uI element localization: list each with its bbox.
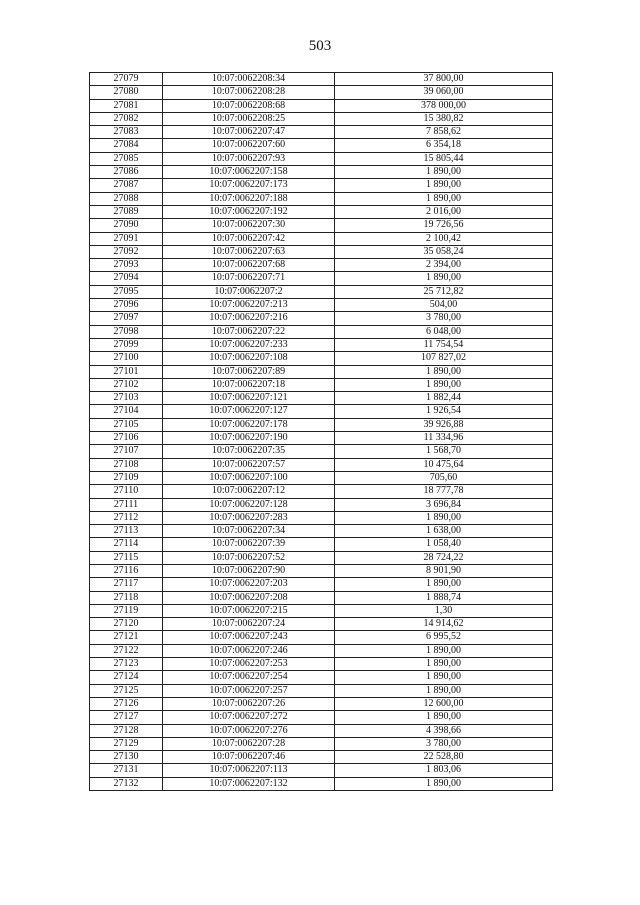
row-number-cell: 27079 bbox=[90, 73, 163, 86]
table-row bbox=[90, 751, 553, 764]
row-number-cell: 27081 bbox=[90, 99, 163, 112]
amount-cell: 1 890,00 bbox=[335, 671, 553, 684]
cadastral-number-cell: 10:07:0062208:28 bbox=[163, 86, 335, 99]
row-number-cell: 27132 bbox=[90, 777, 163, 790]
table-row bbox=[90, 232, 553, 245]
table-row bbox=[90, 764, 553, 777]
row-number-cell: 27121 bbox=[90, 631, 163, 644]
amount-cell: 1,30 bbox=[335, 604, 553, 617]
row-number-cell: 27089 bbox=[90, 205, 163, 218]
row-number-cell: 27119 bbox=[90, 604, 163, 617]
table-row bbox=[90, 432, 553, 445]
amount-cell: 6 995,52 bbox=[335, 631, 553, 644]
table-row bbox=[90, 737, 553, 750]
row-number-cell: 27115 bbox=[90, 551, 163, 564]
table-body bbox=[90, 73, 553, 791]
table-row bbox=[90, 485, 553, 498]
amount-cell: 107 827,02 bbox=[335, 352, 553, 365]
amount-cell: 11 754,54 bbox=[335, 338, 553, 351]
row-number-cell: 27130 bbox=[90, 751, 163, 764]
table-row bbox=[90, 697, 553, 710]
registry-table bbox=[89, 72, 553, 791]
amount-cell: 1 890,00 bbox=[335, 365, 553, 378]
table-row bbox=[90, 777, 553, 790]
row-number-cell: 27117 bbox=[90, 578, 163, 591]
row-number-cell: 27109 bbox=[90, 471, 163, 484]
cadastral-number-cell: 10:07:0062207:121 bbox=[163, 392, 335, 405]
row-number-cell: 27091 bbox=[90, 232, 163, 245]
cadastral-number-cell: 10:07:0062207:272 bbox=[163, 711, 335, 724]
row-number-cell: 27085 bbox=[90, 152, 163, 165]
amount-cell: 1 890,00 bbox=[335, 658, 553, 671]
row-number-cell: 27098 bbox=[90, 325, 163, 338]
table-row bbox=[90, 578, 553, 591]
cadastral-number-cell: 10:07:0062208:25 bbox=[163, 112, 335, 125]
cadastral-number-cell: 10:07:0062207:68 bbox=[163, 259, 335, 272]
cadastral-number-cell: 10:07:0062207:26 bbox=[163, 697, 335, 710]
table-row bbox=[90, 86, 553, 99]
cadastral-number-cell: 10:07:0062208:34 bbox=[163, 73, 335, 86]
cadastral-number-cell: 10:07:0062207:188 bbox=[163, 192, 335, 205]
table-row bbox=[90, 618, 553, 631]
amount-cell: 504,00 bbox=[335, 299, 553, 312]
cadastral-number-cell: 10:07:0062207:213 bbox=[163, 299, 335, 312]
table-row bbox=[90, 166, 553, 179]
cadastral-number-cell: 10:07:0062207:30 bbox=[163, 219, 335, 232]
amount-cell: 705,60 bbox=[335, 471, 553, 484]
table-row bbox=[90, 192, 553, 205]
amount-cell: 1 568,70 bbox=[335, 445, 553, 458]
row-number-cell: 27112 bbox=[90, 511, 163, 524]
row-number-cell: 27111 bbox=[90, 498, 163, 511]
amount-cell: 2 016,00 bbox=[335, 205, 553, 218]
cadastral-number-cell: 10:07:0062207:90 bbox=[163, 564, 335, 577]
cadastral-number-cell: 10:07:0062207:89 bbox=[163, 365, 335, 378]
amount-cell: 1 058,40 bbox=[335, 538, 553, 551]
cadastral-number-cell: 10:07:0062207:46 bbox=[163, 751, 335, 764]
row-number-cell: 27105 bbox=[90, 418, 163, 431]
cadastral-number-cell: 10:07:0062207:253 bbox=[163, 658, 335, 671]
cadastral-number-cell: 10:07:0062207:283 bbox=[163, 511, 335, 524]
cadastral-number-cell: 10:07:0062207:12 bbox=[163, 485, 335, 498]
amount-cell: 1 882,44 bbox=[335, 392, 553, 405]
cadastral-number-cell: 10:07:0062207:254 bbox=[163, 671, 335, 684]
cadastral-number-cell: 10:07:0062207:246 bbox=[163, 644, 335, 657]
table-row bbox=[90, 724, 553, 737]
table-row bbox=[90, 378, 553, 391]
table-row bbox=[90, 312, 553, 325]
amount-cell: 1 890,00 bbox=[335, 684, 553, 697]
row-number-cell: 27097 bbox=[90, 312, 163, 325]
cadastral-number-cell: 10:07:0062207:42 bbox=[163, 232, 335, 245]
row-number-cell: 27092 bbox=[90, 245, 163, 258]
amount-cell: 3 696,84 bbox=[335, 498, 553, 511]
row-number-cell: 27107 bbox=[90, 445, 163, 458]
row-number-cell: 27095 bbox=[90, 285, 163, 298]
amount-cell: 6 048,00 bbox=[335, 325, 553, 338]
cadastral-number-cell: 10:07:0062207:208 bbox=[163, 591, 335, 604]
amount-cell: 12 600,00 bbox=[335, 697, 553, 710]
cadastral-number-cell: 10:07:0062207:192 bbox=[163, 205, 335, 218]
table-row bbox=[90, 671, 553, 684]
cadastral-number-cell: 10:07:0062207:100 bbox=[163, 471, 335, 484]
table-row bbox=[90, 418, 553, 431]
table-row bbox=[90, 405, 553, 418]
amount-cell: 3 780,00 bbox=[335, 312, 553, 325]
amount-cell: 1 890,00 bbox=[335, 644, 553, 657]
row-number-cell: 27113 bbox=[90, 525, 163, 538]
amount-cell: 28 724,22 bbox=[335, 551, 553, 564]
table-row bbox=[90, 99, 553, 112]
amount-cell: 1 638,00 bbox=[335, 525, 553, 538]
table-row bbox=[90, 604, 553, 617]
cadastral-number-cell: 10:07:0062207:215 bbox=[163, 604, 335, 617]
row-number-cell: 27127 bbox=[90, 711, 163, 724]
amount-cell: 14 914,62 bbox=[335, 618, 553, 631]
cadastral-number-cell: 10:07:0062207:57 bbox=[163, 458, 335, 471]
table-row bbox=[90, 152, 553, 165]
row-number-cell: 27086 bbox=[90, 166, 163, 179]
amount-cell: 1 803,06 bbox=[335, 764, 553, 777]
table-row bbox=[90, 564, 553, 577]
cadastral-number-cell: 10:07:0062207:216 bbox=[163, 312, 335, 325]
table-row bbox=[90, 245, 553, 258]
row-number-cell: 27101 bbox=[90, 365, 163, 378]
amount-cell: 18 777,78 bbox=[335, 485, 553, 498]
table-row bbox=[90, 365, 553, 378]
table-row bbox=[90, 338, 553, 351]
table-row bbox=[90, 272, 553, 285]
cadastral-number-cell: 10:07:0062207:71 bbox=[163, 272, 335, 285]
amount-cell: 1 890,00 bbox=[335, 179, 553, 192]
amount-cell: 19 726,56 bbox=[335, 219, 553, 232]
row-number-cell: 27088 bbox=[90, 192, 163, 205]
table-row bbox=[90, 658, 553, 671]
row-number-cell: 27080 bbox=[90, 86, 163, 99]
amount-cell: 378 000,00 bbox=[335, 99, 553, 112]
cadastral-number-cell: 10:07:0062207:52 bbox=[163, 551, 335, 564]
table-row bbox=[90, 126, 553, 139]
table-row bbox=[90, 591, 553, 604]
row-number-cell: 27099 bbox=[90, 338, 163, 351]
cadastral-number-cell: 10:07:0062207:24 bbox=[163, 618, 335, 631]
cadastral-number-cell: 10:07:0062207:257 bbox=[163, 684, 335, 697]
row-number-cell: 27082 bbox=[90, 112, 163, 125]
amount-cell: 1 890,00 bbox=[335, 578, 553, 591]
table-row bbox=[90, 205, 553, 218]
cadastral-number-cell: 10:07:0062207:243 bbox=[163, 631, 335, 644]
row-number-cell: 27102 bbox=[90, 378, 163, 391]
row-number-cell: 27094 bbox=[90, 272, 163, 285]
table-row bbox=[90, 112, 553, 125]
row-number-cell: 27096 bbox=[90, 299, 163, 312]
row-number-cell: 27104 bbox=[90, 405, 163, 418]
amount-cell: 1 890,00 bbox=[335, 777, 553, 790]
amount-cell: 6 354,18 bbox=[335, 139, 553, 152]
cadastral-number-cell: 10:07:0062207:233 bbox=[163, 338, 335, 351]
table-row bbox=[90, 631, 553, 644]
table-row bbox=[90, 458, 553, 471]
row-number-cell: 27124 bbox=[90, 671, 163, 684]
amount-cell: 1 890,00 bbox=[335, 166, 553, 179]
table-row bbox=[90, 644, 553, 657]
cadastral-number-cell: 10:07:0062207:60 bbox=[163, 139, 335, 152]
cadastral-number-cell: 10:07:0062207:28 bbox=[163, 737, 335, 750]
amount-cell: 1 890,00 bbox=[335, 711, 553, 724]
row-number-cell: 27108 bbox=[90, 458, 163, 471]
cadastral-number-cell: 10:07:0062207:39 bbox=[163, 538, 335, 551]
cadastral-number-cell: 10:07:0062207:108 bbox=[163, 352, 335, 365]
amount-cell: 8 901,90 bbox=[335, 564, 553, 577]
cadastral-number-cell: 10:07:0062207:22 bbox=[163, 325, 335, 338]
cadastral-number-cell: 10:07:0062207:34 bbox=[163, 525, 335, 538]
cadastral-number-cell: 10:07:0062207:203 bbox=[163, 578, 335, 591]
table-row bbox=[90, 299, 553, 312]
amount-cell: 7 858,62 bbox=[335, 126, 553, 139]
row-number-cell: 27083 bbox=[90, 126, 163, 139]
table-row bbox=[90, 445, 553, 458]
table-row bbox=[90, 73, 553, 86]
cadastral-number-cell: 10:07:0062207:132 bbox=[163, 777, 335, 790]
amount-cell: 3 780,00 bbox=[335, 737, 553, 750]
row-number-cell: 27110 bbox=[90, 485, 163, 498]
row-number-cell: 27084 bbox=[90, 139, 163, 152]
cadastral-number-cell: 10:07:0062207:93 bbox=[163, 152, 335, 165]
cadastral-number-cell: 10:07:0062207:190 bbox=[163, 432, 335, 445]
page-number: 503 bbox=[308, 38, 332, 54]
amount-cell: 37 800,00 bbox=[335, 73, 553, 86]
row-number-cell: 27093 bbox=[90, 259, 163, 272]
row-number-cell: 27120 bbox=[90, 618, 163, 631]
row-number-cell: 27090 bbox=[90, 219, 163, 232]
row-number-cell: 27103 bbox=[90, 392, 163, 405]
amount-cell: 22 528,80 bbox=[335, 751, 553, 764]
amount-cell: 1 888,74 bbox=[335, 591, 553, 604]
amount-cell: 2 100,42 bbox=[335, 232, 553, 245]
row-number-cell: 27087 bbox=[90, 179, 163, 192]
cadastral-number-cell: 10:07:0062207:35 bbox=[163, 445, 335, 458]
table-row bbox=[90, 259, 553, 272]
cadastral-number-cell: 10:07:0062207:18 bbox=[163, 378, 335, 391]
amount-cell: 1 926,54 bbox=[335, 405, 553, 418]
cadastral-number-cell: 10:07:0062207:2 bbox=[163, 285, 335, 298]
row-number-cell: 27122 bbox=[90, 644, 163, 657]
cadastral-number-cell: 10:07:0062208:68 bbox=[163, 99, 335, 112]
cadastral-number-cell: 10:07:0062207:158 bbox=[163, 166, 335, 179]
amount-cell: 25 712,82 bbox=[335, 285, 553, 298]
amount-cell: 35 058,24 bbox=[335, 245, 553, 258]
cadastral-number-cell: 10:07:0062207:276 bbox=[163, 724, 335, 737]
row-number-cell: 27129 bbox=[90, 737, 163, 750]
amount-cell: 4 398,66 bbox=[335, 724, 553, 737]
table-row bbox=[90, 511, 553, 524]
row-number-cell: 27116 bbox=[90, 564, 163, 577]
cadastral-number-cell: 10:07:0062207:178 bbox=[163, 418, 335, 431]
amount-cell: 39 926,88 bbox=[335, 418, 553, 431]
cadastral-number-cell: 10:07:0062207:47 bbox=[163, 126, 335, 139]
amount-cell: 2 394,00 bbox=[335, 259, 553, 272]
row-number-cell: 27106 bbox=[90, 432, 163, 445]
row-number-cell: 27131 bbox=[90, 764, 163, 777]
table-row bbox=[90, 285, 553, 298]
amount-cell: 10 475,64 bbox=[335, 458, 553, 471]
amount-cell: 39 060,00 bbox=[335, 86, 553, 99]
table-row bbox=[90, 551, 553, 564]
table-row bbox=[90, 325, 553, 338]
table-row bbox=[90, 219, 553, 232]
row-number-cell: 27118 bbox=[90, 591, 163, 604]
amount-cell: 1 890,00 bbox=[335, 272, 553, 285]
amount-cell: 1 890,00 bbox=[335, 511, 553, 524]
table-row bbox=[90, 498, 553, 511]
row-number-cell: 27114 bbox=[90, 538, 163, 551]
row-number-cell: 27128 bbox=[90, 724, 163, 737]
table-row bbox=[90, 538, 553, 551]
cadastral-number-cell: 10:07:0062207:127 bbox=[163, 405, 335, 418]
amount-cell: 11 334,96 bbox=[335, 432, 553, 445]
table-row bbox=[90, 392, 553, 405]
row-number-cell: 27126 bbox=[90, 697, 163, 710]
row-number-cell: 27123 bbox=[90, 658, 163, 671]
amount-cell: 15 805,44 bbox=[335, 152, 553, 165]
table-row bbox=[90, 471, 553, 484]
table-row bbox=[90, 684, 553, 697]
table-row bbox=[90, 352, 553, 365]
cadastral-number-cell: 10:07:0062207:128 bbox=[163, 498, 335, 511]
amount-cell: 1 890,00 bbox=[335, 192, 553, 205]
table-row bbox=[90, 139, 553, 152]
table-row bbox=[90, 179, 553, 192]
cadastral-number-cell: 10:07:0062207:173 bbox=[163, 179, 335, 192]
table-row bbox=[90, 711, 553, 724]
table-row bbox=[90, 525, 553, 538]
amount-cell: 15 380,82 bbox=[335, 112, 553, 125]
row-number-cell: 27125 bbox=[90, 684, 163, 697]
amount-cell: 1 890,00 bbox=[335, 378, 553, 391]
cadastral-number-cell: 10:07:0062207:113 bbox=[163, 764, 335, 777]
cadastral-number-cell: 10:07:0062207:63 bbox=[163, 245, 335, 258]
row-number-cell: 27100 bbox=[90, 352, 163, 365]
